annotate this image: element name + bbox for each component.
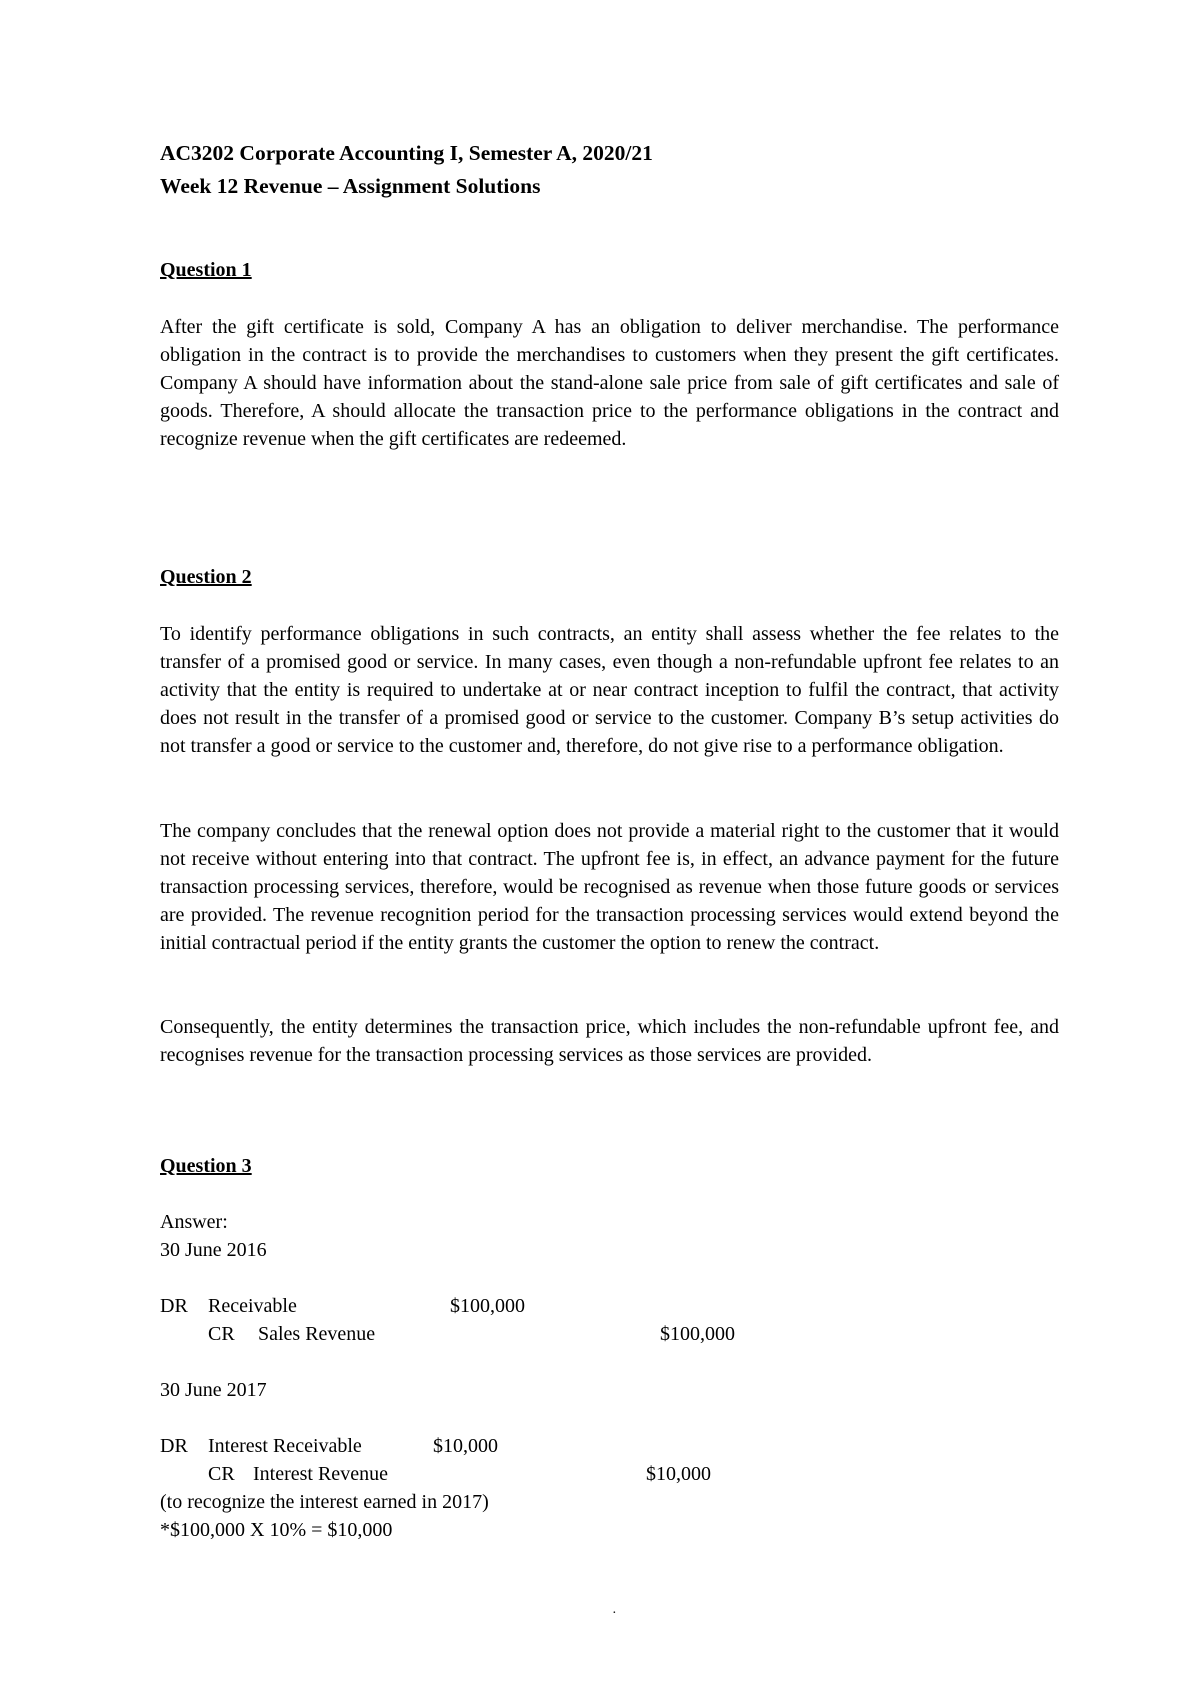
- journal-date-2: 30 June 2017: [160, 1379, 267, 1401]
- question-1-heading: Question 1: [160, 259, 252, 281]
- question-1-paragraph: After the gift certificate is sold, Company A has an obligation to deliver merchandise. The performance obligation in the contract is to provide the merchandises to customers when they present the gift certificates. Company A should have information about the stand-alone sale price from sale of gift certificates and sale of goods. Therefore, A should allocate the transaction price to the performance obligations in the contract and recognize revenue when the gift certificates are redeemed.: [160, 316, 1059, 450]
- entry-1-dr-label: DR: [160, 1295, 188, 1317]
- entry-2-cr-amount: $10,000: [646, 1463, 711, 1485]
- journal-date-1: 30 June 2016: [160, 1239, 267, 1261]
- entry-2-dr-account: Interest Receivable: [208, 1435, 362, 1457]
- entry-1-dr-amount: $100,000: [450, 1295, 525, 1317]
- document-subtitle: Week 12 Revenue – Assignment Solutions: [160, 174, 541, 198]
- entry-2-note: (to recognize the interest earned in 2017): [160, 1491, 489, 1513]
- document-title: AC3202 Corporate Accounting I, Semester A, 2020/21: [160, 141, 653, 165]
- entry-2-dr-label: DR: [160, 1435, 188, 1457]
- entry-1-dr-account: Receivable: [208, 1295, 297, 1317]
- entry-1-cr-label: CR: [208, 1323, 235, 1345]
- question-2-heading: Question 2: [160, 566, 252, 588]
- entry-2-cr-account: Interest Revenue: [253, 1463, 388, 1485]
- entry-1-cr-amount: $100,000: [660, 1323, 735, 1345]
- question-3-heading: Question 3: [160, 1155, 252, 1177]
- entry-2-cr-label: CR: [208, 1463, 235, 1485]
- question-2-paragraph-2: The company concludes that the renewal option does not provide a material right to the customer that it would not receive without entering into that contract. The upfront fee is, in effect, an advance payment for the future transaction processing services, therefore, would be recognised as revenue when those future goods or services are provided. The revenue recognition period for the transaction processing services would extend beyond the initial contractual period if the entity grants the customer the option to renew the contract.: [160, 820, 1059, 954]
- question-2-paragraph-3: Consequently, the entity determines the transaction price, which includes the non-refundable upfront fee, and recognises revenue for the transaction processing services as those services are provided.: [160, 1016, 1059, 1066]
- answer-label: Answer:: [160, 1211, 228, 1233]
- interest-calculation: *$100,000 X 10% = $10,000: [160, 1519, 393, 1541]
- entry-2-dr-amount: $10,000: [433, 1435, 498, 1457]
- page-footer-mark: ·: [612, 1606, 617, 1621]
- entry-1-cr-account: Sales Revenue: [258, 1323, 376, 1345]
- question-2-paragraph-1: To identify performance obligations in such contracts, an entity shall assess whether the fee relates to the transfer of a promised good or service. In many cases, even though a non-refundable upfront fee relates to an activity that the entity is required to undertake at or near contract inception to fulfil the contract, that activity does not result in the transfer of a promised good or service to the customer. Company B’s setup activities do not transfer a good or service to the customer and, therefore, do not give rise to a performance obligation.: [160, 623, 1059, 757]
